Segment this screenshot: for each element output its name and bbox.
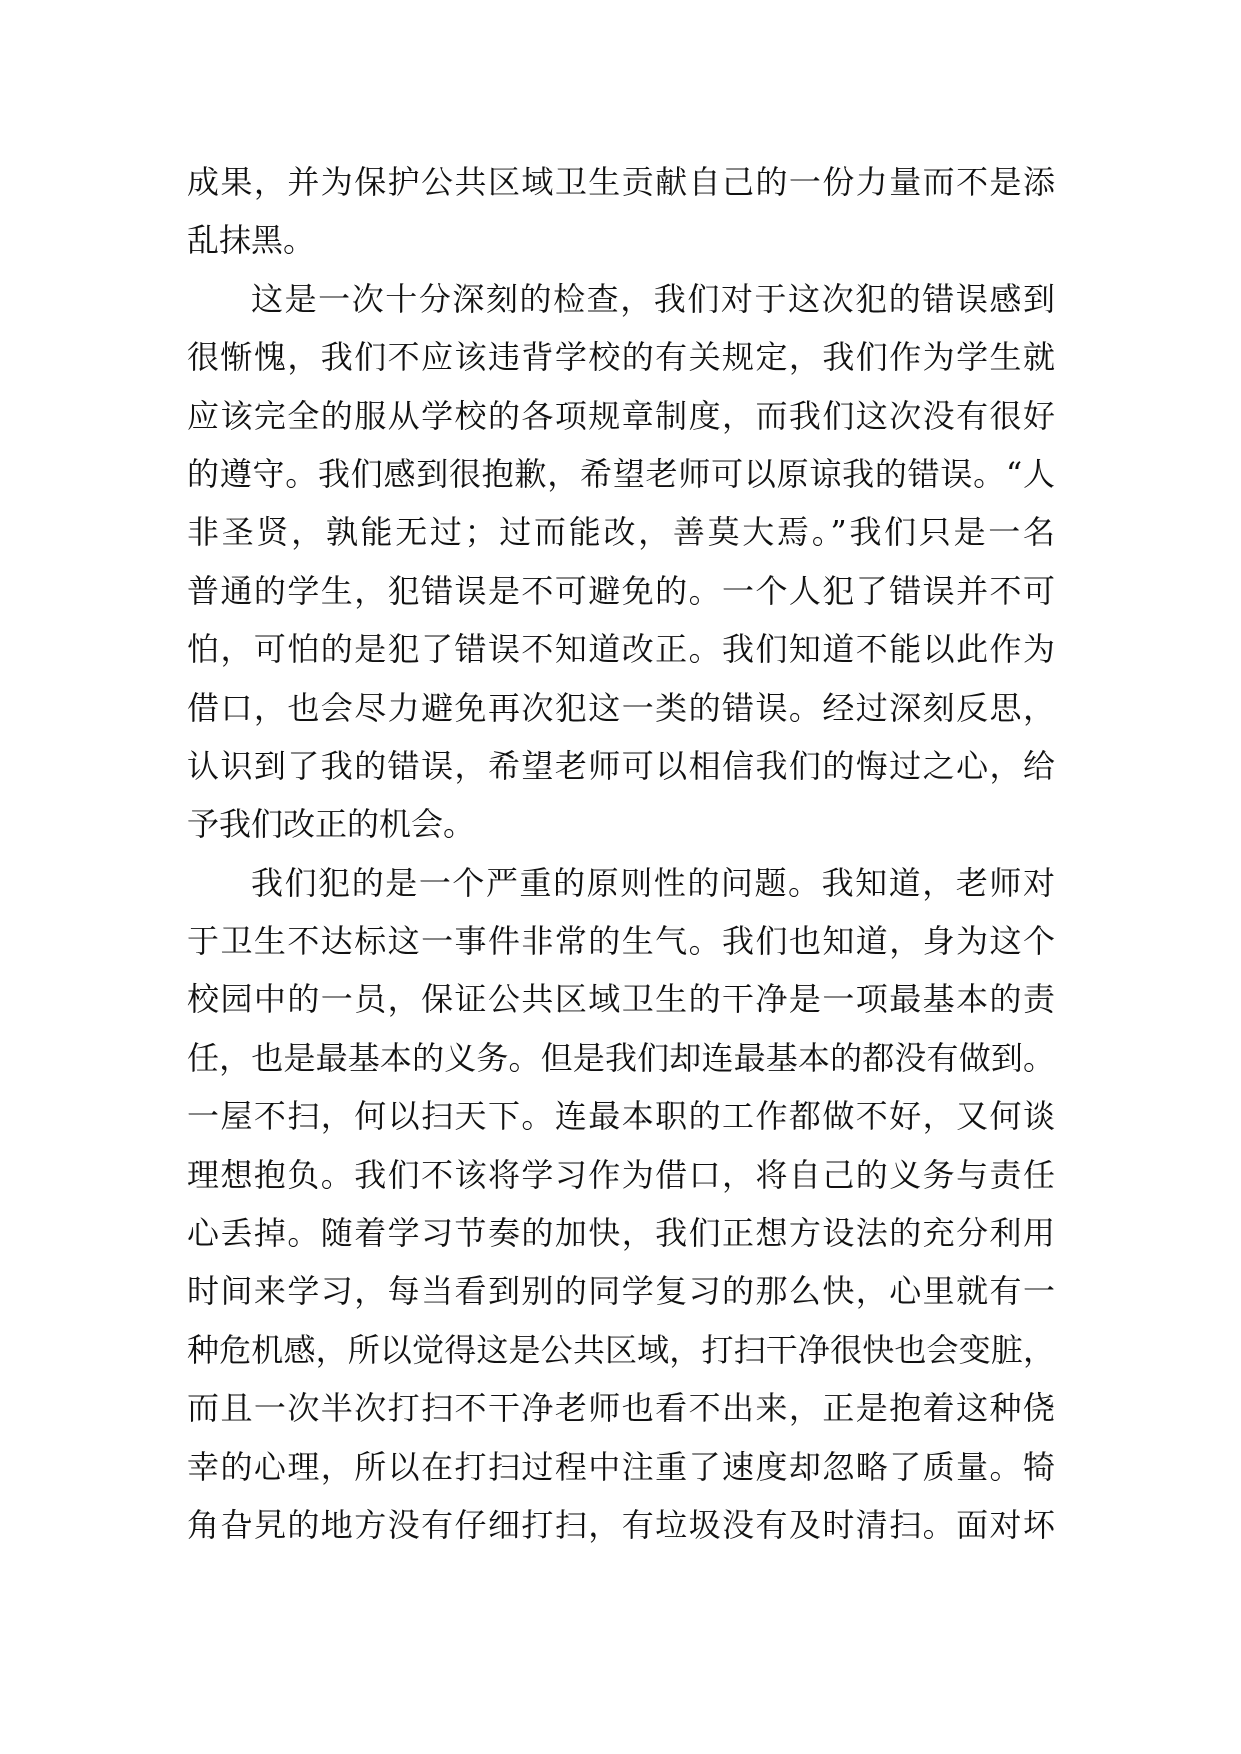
text-line: 而且一次半次打扫不干净老师也看不出来，正是抱着这种侥 (187, 1389, 1055, 1428)
text-line: 一屋不扫，何以扫天下。连最本职的工作都做不好，又何谈 (187, 1097, 1055, 1136)
text-line: 非圣贤，孰能无过；过而能改，善莫大焉。”我们只是一名 (187, 513, 1055, 552)
text-line: 这是一次十分深刻的检查，我们对于这次犯的错误感到 (251, 279, 1055, 318)
text-line: 成果，并为保护公共区域卫生贡献自己的一份力量而不是添 (187, 163, 1055, 201)
paragraph-principle-issue (187, 854, 1055, 1555)
paragraph-self-criticism (187, 270, 1055, 854)
text-line: 心丢掉。随着学习节奏的加快，我们正想方设法的充分利用 (187, 1214, 1055, 1253)
text-line: 角旮旯的地方没有仔细打扫，有垃圾没有及时清扫。面对坏 (187, 1505, 1055, 1544)
document-body (187, 153, 1055, 1554)
text-line: 时间来学习，每当看到别的同学复习的那么快，心里就有一 (187, 1272, 1055, 1311)
text-line: 我们犯的是一个严重的原则性的问题。我知道，老师对 (251, 863, 1055, 902)
text-line: 任，也是最基本的义务。但是我们却连最基本的都没有做到。 (187, 1038, 1055, 1077)
paragraph-continuation (187, 153, 1055, 270)
text-line: 幸的心理，所以在打扫过程中注重了速度却忽略了质量。犄 (187, 1447, 1055, 1486)
text-line: 应该完全的服从学校的各项规章制度，而我们这次没有很好 (187, 396, 1055, 435)
text-line: 校园中的一员，保证公共区域卫生的干净是一项最基本的责 (187, 980, 1055, 1019)
text-line: 的遵守。我们感到很抱歉，希望老师可以原谅我的错误。“人 (187, 454, 1055, 493)
text-line: 予我们改正的机会。 (187, 805, 476, 844)
text-line: 怕，可怕的是犯了错误不知道改正。我们知道不能以此作为 (187, 630, 1055, 669)
text-line: 于卫生不达标这一事件非常的生气。我们也知道，身为这个 (187, 922, 1055, 961)
text-line: 理想抱负。我们不该将学习作为借口，将自己的义务与责任 (187, 1155, 1055, 1194)
text-line: 很惭愧，我们不应该违背学校的有关规定，我们作为学生就 (187, 338, 1055, 377)
text-line: 普通的学生，犯错误是不可避免的。一个人犯了错误并不可 (187, 571, 1055, 610)
text-line: 乱抹黑。 (187, 221, 316, 260)
text-line: 认识到了我的错误，希望老师可以相信我们的悔过之心，给 (187, 746, 1055, 785)
text-line: 种危机感，所以觉得这是公共区域，打扫干净很快也会变脏， (187, 1330, 1055, 1369)
text-line: 借口，也会尽力避免再次犯这一类的错误。经过深刻反思， (187, 688, 1055, 727)
